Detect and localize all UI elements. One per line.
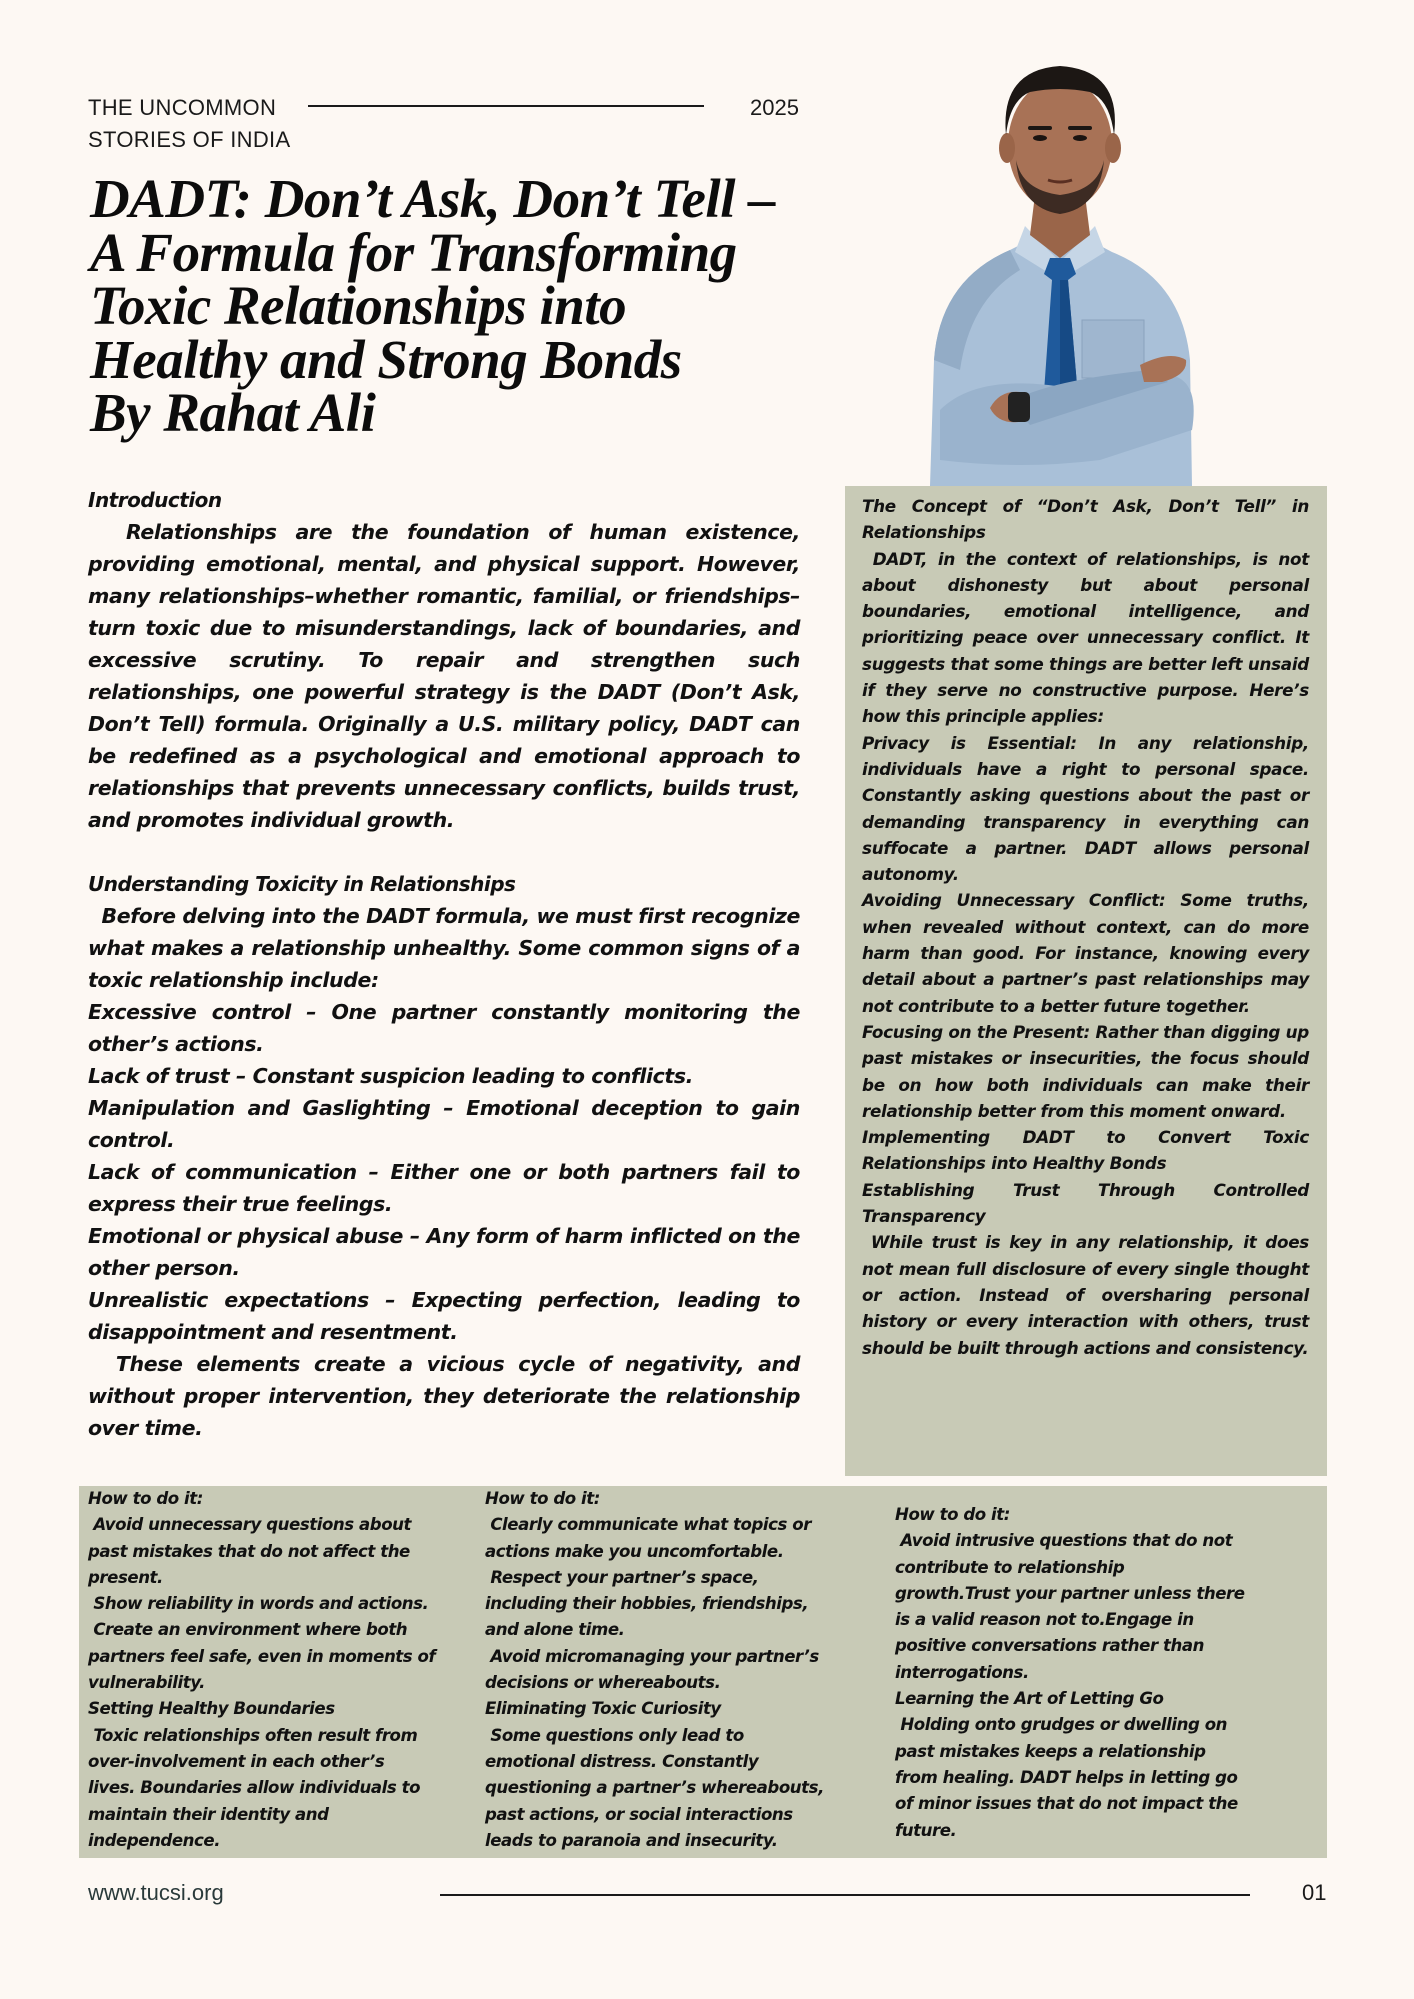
how-to-line: Holding onto grudges or dwelling on [895, 1715, 1228, 1735]
how-to-line: of minor issues that do not impact the [895, 1794, 1238, 1814]
how-to-line: past mistakes that do not affect the [88, 1541, 410, 1561]
toxicity-conclusion: These elements create a vicious cycle of negativity, and without proper intervention, they deteriorate the relationship over time. [88, 1352, 800, 1440]
title-line: DADT: Don’t Ask, Don’t Tell – [90, 168, 776, 229]
person-portrait-icon [900, 30, 1220, 486]
header-rule [308, 105, 704, 107]
section-heading-introduction: Introduction [88, 488, 222, 512]
how-to-line: partners feel safe, even in moments of [88, 1646, 436, 1666]
toxicity-paragraph: Before delving into the DADT formula, we must first recognize what makes a relationship unhealthy. Some common signs of a toxic relationship include: [88, 904, 800, 992]
footer-rule [440, 1894, 1250, 1896]
how-to-line: past mistakes keeps a relationship [895, 1741, 1206, 1761]
how-to-line: Respect your partner’s space, [485, 1567, 759, 1587]
toxic-sign-item: Excessive control – One partner constantly monitoring the other’s actions. [88, 1000, 800, 1056]
publication-name-line1: THE UNCOMMON [88, 95, 277, 120]
curiosity-heading: Eliminating Toxic Curiosity [485, 1699, 721, 1719]
toxic-sign-item: Lack of communication – Either one or both partners fail to express their true feelings. [88, 1160, 800, 1216]
publication-name-line2: STORIES OF INDIA [88, 127, 291, 152]
how-to-line: Avoid intrusive questions that do not [895, 1531, 1233, 1551]
how-to-line: Toxic relationships often result from [88, 1725, 418, 1745]
how-to-line: over-involvement in each other’s [88, 1751, 385, 1771]
how-to-line: maintain their identity and [88, 1804, 329, 1824]
concept-sidebar-box [845, 486, 1327, 1476]
how-to-line: Avoid micromanaging your partner’s [485, 1646, 819, 1666]
how-to-line: leads to paranoia and insecurity. [485, 1830, 778, 1850]
concept-heading: The Concept of “Don’t Ask, Don’t Tell” in Relationships [862, 496, 1309, 543]
how-to-line: emotional distress. Constantly [485, 1751, 759, 1771]
how-to-column-boundaries [485, 1486, 824, 1854]
letting-go-heading: Learning the Art of Letting Go [895, 1689, 1164, 1709]
title-byline: By Rahat Ali [90, 382, 376, 443]
title-line: A Formula for Transforming [90, 221, 737, 283]
how-to-line: including their hobbies, friendships, [485, 1594, 809, 1614]
page-number: 01 [1302, 1880, 1327, 1905]
how-to-line: is a valid reason not to.Engage in [895, 1610, 1194, 1630]
how-to-line: independence. [88, 1830, 221, 1850]
title-line: Healthy and Strong Bonds [90, 328, 682, 390]
publication-name [88, 92, 290, 156]
toxic-sign-item: Lack of trust – Constant suspicion leading to conflicts. [88, 1064, 694, 1088]
how-to-line: from healing. DADT helps in letting go [895, 1767, 1238, 1787]
how-to-heading: How to do it: [88, 1489, 203, 1508]
how-to-line: Show reliability in words and actions. [88, 1594, 429, 1614]
toxic-sign-item: Unrealistic expectations – Expecting perfection, leading to disappointment and resentment. [88, 1288, 800, 1344]
introduction-paragraph: Relationships are the foundation of human existence, providing emotional, mental, and physical support. However, many relationships–whether romantic, familial, or friendships–turn toxic due to misunderstandings, lack of boundaries, and excessive scrutiny. To repair and strengthen such relationships, one powerful strategy is the DADT (Don’t Ask, Don’t Tell) formula. Originally a U.S. military policy, DADT can be redefined as a psychological and emotional approach to relationships that prevents unnecessary conflicts, builds trust, and promotes individual growth. [88, 520, 800, 832]
section-heading-toxicity: Understanding Toxicity in Relationships [88, 872, 516, 896]
implementing-heading: Implementing DADT to Convert Toxic Relationships into Healthy Bonds [862, 1127, 1309, 1174]
website-link[interactable]: www.tucsi.org [88, 1880, 224, 1905]
boundaries-heading: Setting Healthy Boundaries [88, 1699, 335, 1719]
concept-paragraph: DADT, in the context of relationships, is not about dishonesty but about personal boundaries, emotional intelligence, and prioritizing peace over unnecessary conflict. It suggests that some things are better left unsaid if they serve no constructive purpose. Here’s how this principle applies: [862, 548, 1309, 727]
how-to-line: Create an environment where both [88, 1620, 408, 1640]
how-to-line: contribute to relationship [895, 1557, 1125, 1577]
how-to-line: vulnerability. [88, 1673, 205, 1693]
how-to-line: positive conversations rather than [895, 1636, 1204, 1656]
how-to-line: present. [88, 1567, 163, 1587]
issue-year: 2025 [750, 95, 799, 120]
how-to-line: interrogations. [895, 1662, 1029, 1682]
paragraph-spacer [88, 836, 800, 868]
article-title [90, 168, 850, 443]
toxic-sign-item: Emotional or physical abuse – Any form of harm inflicted on the other person. [88, 1224, 800, 1280]
how-to-line: Some questions only lead to [485, 1725, 744, 1745]
how-to-line: lives. Boundaries allow individuals to [88, 1778, 421, 1798]
trust-heading: Establishing Trust Through Controlled Transparency [862, 1179, 1309, 1227]
how-to-column-trust [88, 1486, 435, 1854]
how-to-line: past actions, or social interactions [485, 1804, 793, 1824]
title-line: Toxic Relationships into [90, 275, 627, 336]
avoiding-conflict-point: Avoiding Unnecessary Conflict: Some truths, when revealed without context, can do more harm than good. For instance, knowing every detail about a partner’s past relationships may not contribute to a better future together. [862, 890, 1309, 1016]
main-article-body [88, 484, 800, 1444]
focusing-present-point: Focusing on the Present: Rather than digging up past mistakes or insecurities, the focus should be on how both individuals can make their relationship better from this moment onward. [862, 1021, 1309, 1121]
toxic-sign-item: Manipulation and Gaslighting – Emotional deception to gain control. [88, 1096, 800, 1152]
how-to-line: growth.Trust your partner unless there [895, 1583, 1245, 1603]
how-to-line: decisions or whereabouts. [485, 1673, 721, 1693]
how-to-column-letting-go [895, 1502, 1245, 1844]
how-to-line: questioning a partner’s whereabouts, [485, 1778, 824, 1798]
trust-paragraph: While trust is key in any relationship, it does not mean full disclosure of every single thought or action. Instead of oversharing personal history or every interaction with others, trust should be built through actions and consistency. [862, 1232, 1309, 1358]
how-to-line: future. [895, 1820, 957, 1840]
how-to-line: actions make you uncomfortable. [485, 1541, 784, 1561]
author-portrait [900, 30, 1220, 486]
how-to-line: Avoid unnecessary questions about [88, 1515, 412, 1535]
privacy-point: Privacy is Essential: In any relationship, individuals have a right to personal space. Constantly asking questions about the past or demanding transparency in everything can suffocate a partner. DADT allows personal autonomy. [862, 732, 1309, 885]
how-to-heading: How to do it: [485, 1489, 600, 1508]
how-to-heading: How to do it: [895, 1505, 1010, 1524]
how-to-line: Clearly communicate what topics or [485, 1515, 811, 1535]
how-to-line: and alone time. [485, 1620, 625, 1640]
how-to-box [79, 1486, 1327, 1858]
